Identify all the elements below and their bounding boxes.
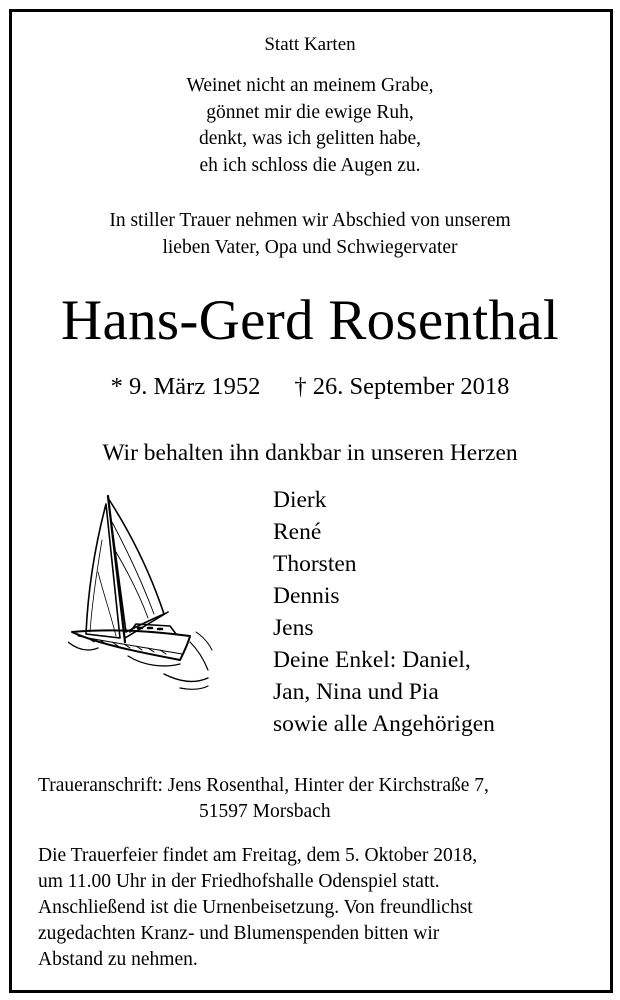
poem-line: eh ich schloss die Augen zu. — [199, 154, 421, 176]
address-postcode: 51597 Morsbach — [199, 801, 331, 822]
service-line: zugedachten Kranz- und Blumenspenden bitten wir — [38, 923, 440, 944]
poem-line: denkt, was ich gelitten habe, — [198, 128, 421, 149]
poem — [0, 73, 620, 179]
family-list — [273, 484, 495, 740]
poem-line: gönnet mir die ewige Ruh, — [206, 101, 414, 123]
service-line: Abstand zu nehmen. — [38, 949, 198, 970]
life-dates — [0, 373, 620, 401]
announcement-line: In stiller Trauer nehmen wir Abschied von unserem — [109, 210, 511, 231]
family-member: Deine Enkel: Daniel, — [273, 647, 471, 673]
birth-date: * 9. März 1952 — [110, 373, 261, 400]
service-line: Anschließend ist die Urnenbeisetzung. Von freundlichst — [38, 897, 473, 918]
family-member: Dierk — [273, 487, 327, 513]
service-line: um 11.00 Uhr in der Friedhofshalle Odenspiel statt. — [38, 871, 440, 892]
service-line: Die Trauerfeier findet am Freitag, dem 5. Oktober 2018, — [38, 845, 478, 866]
memory-line: Wir behalten ihn dankbar in unseren Herzen — [102, 440, 518, 466]
announcement — [0, 208, 620, 261]
death-date: † 26. September 2018 — [294, 373, 510, 400]
family-member: Dennis — [273, 583, 340, 609]
family-member: sowie alle Angehörigen — [273, 711, 495, 737]
announcement-line: lieben Vater, Opa und Schwiegervater — [162, 236, 458, 258]
intro-text: Statt Karten — [264, 34, 356, 55]
address-line: Traueranschrift: Jens Rosenthal, Hinter der Kirchstraße 7, — [38, 775, 489, 796]
family-member: René — [273, 519, 322, 545]
deceased-name: Hans-Gerd Rosenthal — [61, 289, 559, 352]
family-member: Jens — [273, 615, 314, 641]
service-details — [38, 843, 598, 973]
poem-line: Weinet nicht an meinem Grabe, — [186, 75, 434, 96]
family-member: Jan, Nina und Pia — [273, 679, 439, 705]
sailboat-icon — [68, 492, 218, 692]
family-member: Thorsten — [273, 551, 357, 577]
